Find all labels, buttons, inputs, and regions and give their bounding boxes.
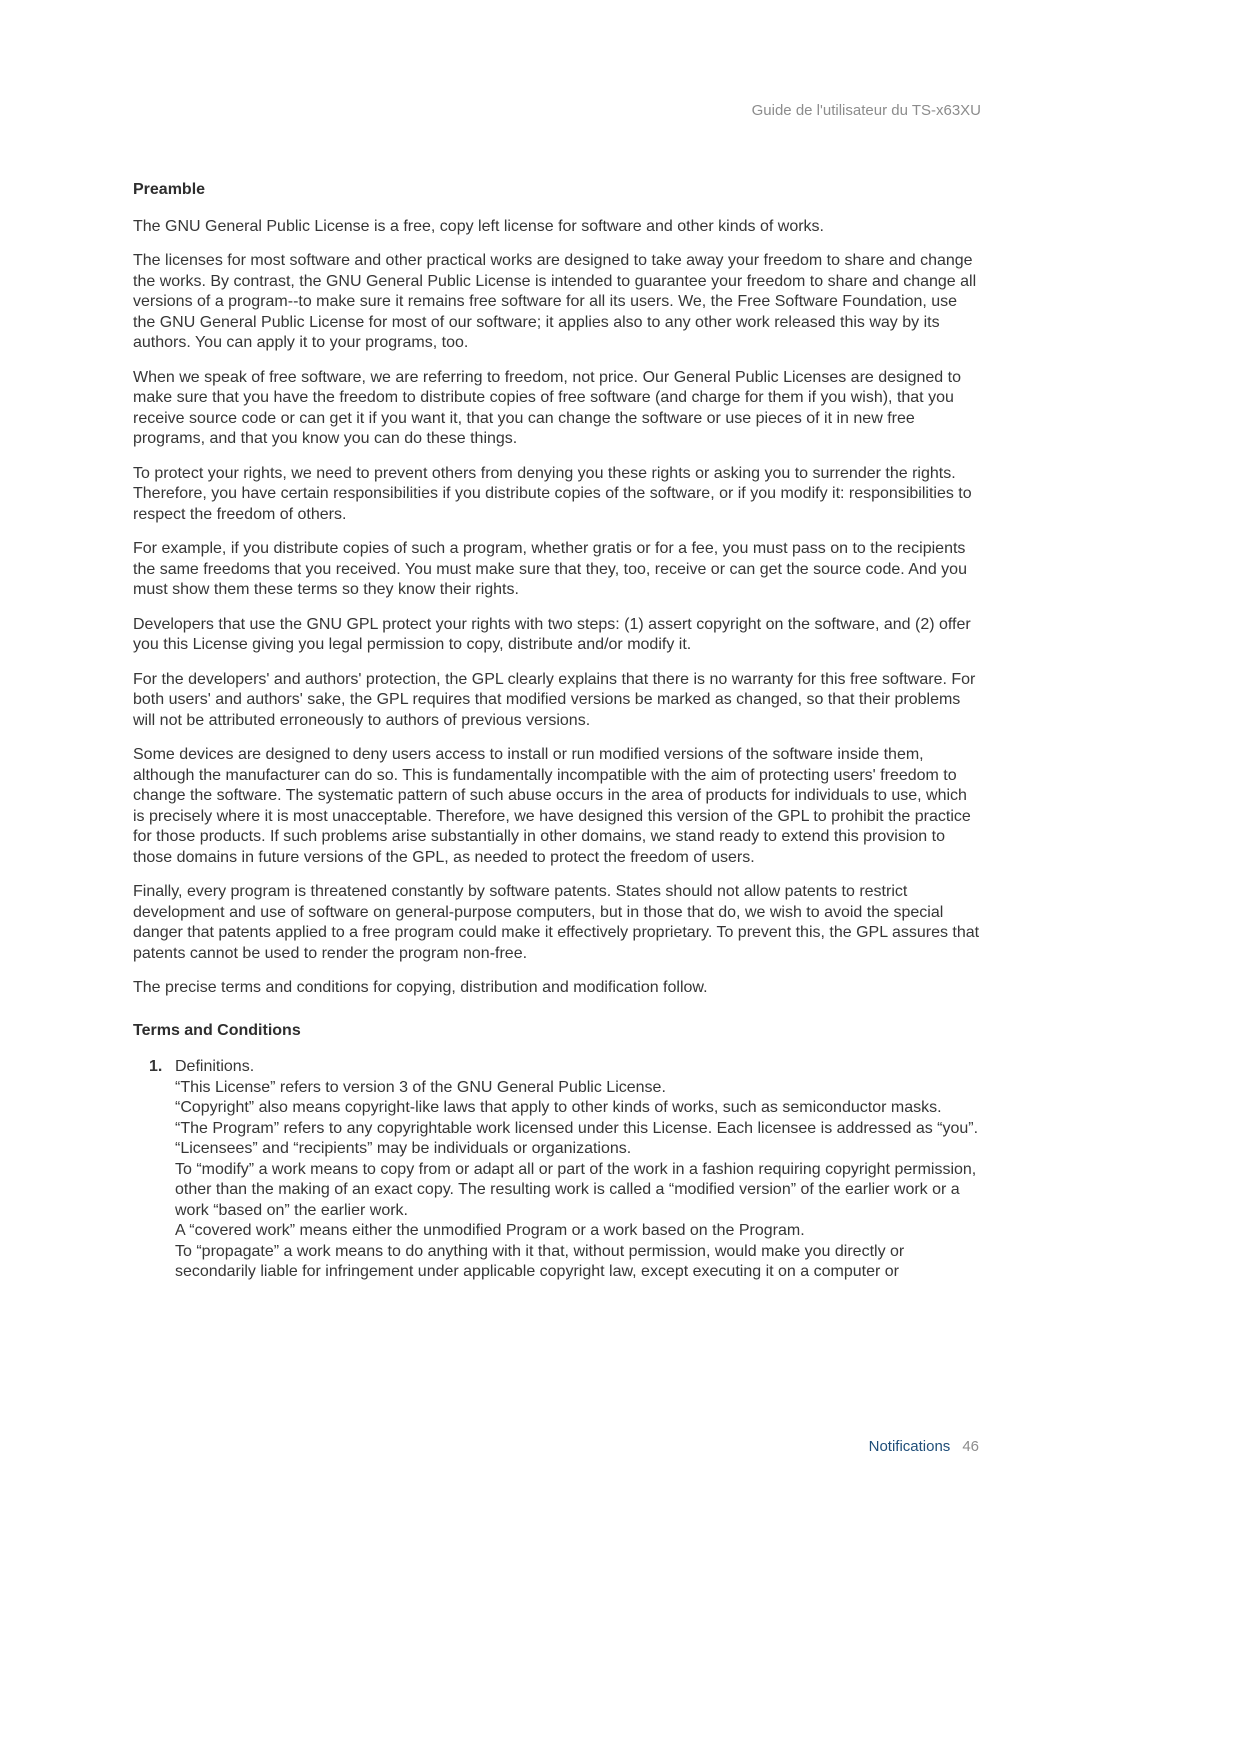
definition-item: A “covered work” means either the unmodified Program or a work based on the Program. bbox=[175, 1222, 805, 1239]
paragraph: The licenses for most software and other practical works are designed to take away your freedom to share and change the works. By contrast, the GNU General Public License is intended to guarantee your freedom to share and change all versions of a program--to make sure it remains free software for all its users. We, the Free Software Foundation, use the GNU General Public License for most of our software; it applies also to any other work released this way by its authors. You can apply it to your programs, too. bbox=[133, 252, 977, 351]
heading-preamble: Preamble bbox=[133, 181, 206, 198]
definitions-sub-items bbox=[175, 1078, 981, 1283]
paragraph: For example, if you distribute copies of such a program, whether gratis or for a fee, you must pass on to the recipients the same freedoms that you received. You must make sure that they, too, receive or can get the source code. And you must show them these terms so they know their rights. bbox=[133, 540, 967, 598]
definition-item: To “modify” a work means to copy from or adapt all or part of the work in a fashion requiring copyright permission, other than the making of an exact copy. The resulting work is called a “modified version” of the earlier work or a work “based on” the earlier work. bbox=[175, 1160, 977, 1219]
paragraph: Some devices are designed to deny users access to install or run modified versions of the software inside them, although the manufacturer can do so. This is fundamentally incompatible with the aim of protecting users' freedom to change the software. The systematic pattern of such abuse occurs in the area of products for individuals to use, which is precisely where it is most unacceptable. Therefore, we have designed this version of the GPL to prohibit the practice for those products. If such problems arise substantially in other domains, we stand ready to extend this provision to those domains in future versions of the GPL, as needed to protect the freedom of users. bbox=[133, 746, 971, 866]
heading-terms-and-conditions: Terms and Conditions bbox=[133, 1021, 301, 1039]
definition-item: “The Program” refers to any copyrightable work licensed under this License. Each licensee is addressed as “you”. “Licensees” and “recipients” may be individuals or organizations. bbox=[175, 1119, 979, 1157]
page-footer bbox=[869, 1438, 979, 1455]
definition-item: To “propagate” a work means to do anything with it that, without permission, would make you directly or secondarily liable for infringement under applicable copyright law, except executing it on a computer or bbox=[175, 1242, 905, 1280]
paragraph: The GNU General Public License is a free, copy left license for software and other kinds of works. bbox=[133, 217, 824, 235]
paragraph: For the developers' and authors' protection, the GPL clearly explains that there is no warranty for this free software. For both users' and authors' sake, the GPL requires that modified versions be marked as changed, so that their problems will not be attributed erroneously to authors of previous versions. bbox=[133, 670, 976, 729]
paragraph: To protect your rights, we need to prevent others from denying you these rights or asking you to surrender the rights. Therefore, you have certain responsibilities if you distribute copies of the software, or if you modify it: responsibilities to respect the freedom of others. bbox=[133, 464, 972, 523]
list-number: 1. bbox=[149, 1058, 163, 1075]
definitions-list-item bbox=[149, 1057, 981, 1078]
paragraph: When we speak of free software, we are referring to freedom, not price. Our General Public Licenses are designed to make sure that you have the freedom to distribute copies of free software (and charge for them if you wish), that you receive source code or can get it if you want it, that you can change the software or use pieces of it in new free programs, and that you know you can do these things. bbox=[133, 368, 961, 447]
paragraph: Developers that use the GNU GPL protect your rights with two steps: (1) assert copyright on the software, and (2) offer you this License giving you legal permission to copy, distribute and/or modify it. bbox=[133, 615, 971, 653]
footer-section-label: Notifications bbox=[868, 1438, 951, 1455]
paragraph: Finally, every program is threatened constantly by software patents. States should not allow patents to restrict development and use of software on general-purpose computers, but in those that do, we wish to avoid the special danger that patents applied to a free program could make it effectively proprietary. To prevent this, the GPL assures that patents cannot be used to render the program non-free. bbox=[133, 883, 980, 962]
footer-page-number: 46 bbox=[962, 1438, 979, 1455]
list-item-title: Definitions. bbox=[175, 1058, 255, 1075]
document-body bbox=[133, 180, 981, 1283]
paragraph: The precise terms and conditions for copying, distribution and modification follow. bbox=[133, 979, 708, 996]
definition-item: “Copyright” also means copyright-like laws that apply to other kinds of works, such as semiconductor masks. bbox=[175, 1099, 942, 1116]
definition-item: “This License” refers to version 3 of the GNU General Public License. bbox=[175, 1078, 666, 1096]
page-header-title: Guide de l'utilisateur du TS-x63XU bbox=[751, 102, 981, 119]
